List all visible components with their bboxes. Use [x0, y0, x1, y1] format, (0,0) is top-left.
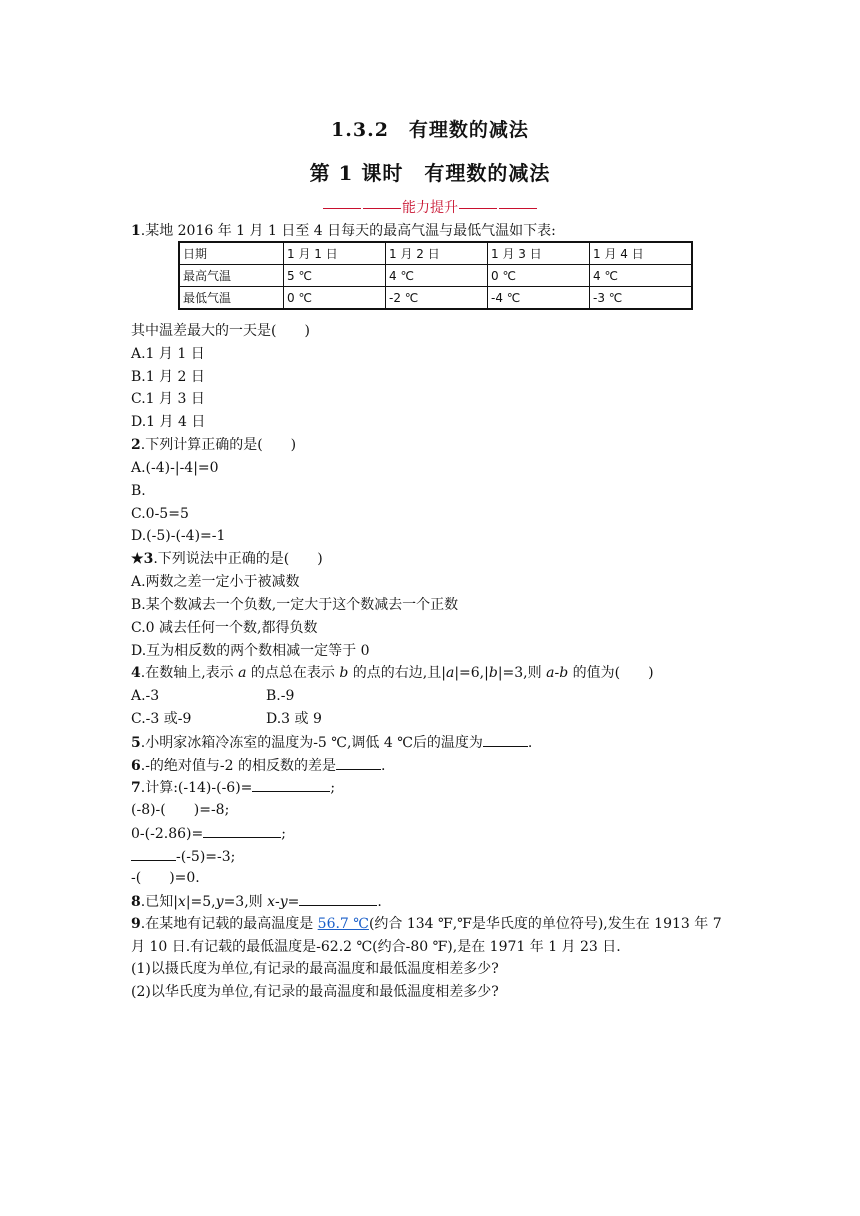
- question-7-line-4: [131, 847, 235, 866]
- question-text: -(-5)=-3;: [176, 849, 236, 865]
- question-9-line-2: 月 10 日.有记载的最低温度是-62.2 ℃(约合-80 ℉),是在 1971 年 1 月 23 日.: [131, 939, 621, 955]
- option-a: A.1 月 1 日: [131, 346, 205, 362]
- question-7: [131, 778, 335, 797]
- table-cell: 4 ℃: [386, 265, 488, 287]
- option-a: A.(-4)-|-4|=0: [131, 460, 219, 476]
- question-7-line-3: [131, 824, 286, 843]
- lesson-title: 1.3.2 有理数的减法: [331, 119, 529, 141]
- question-number: 1: [131, 223, 141, 239]
- question-8: [131, 892, 382, 911]
- variable-x: x: [267, 894, 276, 910]
- question-text: .下列计算正确的是( ): [140, 437, 297, 453]
- heading-rule-left-2: [363, 208, 401, 209]
- answer-blank[interactable]: [336, 756, 381, 770]
- table-row: [179, 287, 692, 310]
- question-2: [131, 436, 296, 454]
- question-7-line-2: (-8)-( )=-8;: [131, 802, 230, 818]
- variable-b: b: [488, 665, 498, 681]
- option-d: D.(-5)-(-4)=-1: [131, 528, 226, 544]
- variable-b: b: [559, 665, 569, 681]
- variable-a: a: [546, 665, 555, 681]
- question-6: [131, 756, 385, 775]
- lesson-subtitle: 第 1 课时 有理数的减法: [309, 161, 551, 185]
- variable-a: a: [238, 665, 247, 681]
- question-number: 2: [131, 437, 141, 453]
- question-text: .-的绝对值与-2 的相反数的差是: [140, 758, 337, 774]
- question-7-line-5: -( )=0.: [131, 870, 200, 886]
- table-cell: 1 月 2 日: [386, 242, 488, 265]
- question-text: ;: [281, 826, 286, 842]
- option-b: B.1 月 2 日: [131, 369, 205, 385]
- option-d: D.3 或 9: [266, 711, 322, 727]
- question-text: .小明家冰箱冷冻室的温度为-5 ℃,调低 4 ℃后的温度为: [140, 735, 483, 751]
- section-heading: [0, 197, 860, 217]
- temperature-table: [178, 241, 693, 310]
- question-stem: 其中温差最大的一天是( ): [131, 323, 310, 339]
- heading-rule-left: [323, 208, 361, 209]
- question-text: .: [381, 758, 386, 774]
- sub-question-1: (1)以摄氏度为单位,有记录的最高温度和最低温度相差多少?: [131, 961, 499, 977]
- option-a: A.-3: [131, 688, 160, 704]
- table-cell: 1 月 1 日: [284, 242, 386, 265]
- section-label: 能力提升: [402, 200, 458, 216]
- answer-blank[interactable]: [131, 847, 176, 861]
- option-a: A.两数之差一定小于被减数: [131, 574, 300, 590]
- table-cell: 0 ℃: [488, 265, 590, 287]
- question-text: .下列说法中正确的是( ): [153, 551, 323, 567]
- table-cell: 最高气温: [179, 265, 284, 287]
- question-4: [131, 664, 654, 682]
- question-text: |=3,则: [497, 665, 547, 681]
- option-c: C.0-5=5: [131, 506, 189, 522]
- question-text: .: [377, 894, 382, 910]
- table-header-row: [179, 242, 692, 265]
- question-text: .计算:(-14)-(-6)=: [140, 780, 253, 796]
- option-b: B.-9: [266, 688, 295, 704]
- question-number: 8: [131, 894, 141, 910]
- question-text: 的点总在表示: [246, 665, 340, 681]
- question-text: ;: [330, 780, 336, 796]
- question-text: 的值为( ): [568, 665, 654, 681]
- question-number: 6: [131, 758, 141, 774]
- temperature-link[interactable]: 56.7 ℃: [317, 916, 369, 932]
- table-cell: 0 ℃: [284, 287, 386, 310]
- star-icon: ★: [131, 551, 144, 567]
- answer-blank[interactable]: [483, 733, 528, 747]
- question-text: |=5,: [185, 894, 216, 910]
- question-number: 3: [143, 551, 154, 567]
- question-text: -: [554, 665, 560, 681]
- question-3: [131, 550, 323, 568]
- table-cell: -4 ℃: [488, 287, 590, 310]
- table-cell: -2 ℃: [386, 287, 488, 310]
- question-5: [131, 733, 532, 752]
- answer-blank[interactable]: [203, 824, 281, 838]
- table-cell: 1 月 4 日: [590, 242, 693, 265]
- question-text: =3,则: [223, 894, 268, 910]
- question-text: 0-(-2.86)=: [131, 826, 204, 842]
- table-cell: 5 ℃: [284, 265, 386, 287]
- table-cell: -3 ℃: [590, 287, 693, 310]
- question-1: [131, 222, 556, 240]
- table-cell: 日期: [179, 242, 284, 265]
- variable-y: y: [279, 894, 288, 910]
- option-d: D.1 月 4 日: [131, 414, 206, 430]
- question-text: .在数轴上,表示: [140, 665, 239, 681]
- table-cell: 1 月 3 日: [488, 242, 590, 265]
- option-c: C.0 减去任何一个数,都得负数: [131, 620, 318, 636]
- question-text: =: [287, 894, 300, 910]
- table-cell: 4 ℃: [590, 265, 693, 287]
- option-b: B.某个数减去一个负数,一定大于这个数减去一个正数: [131, 597, 459, 613]
- heading-rule-right: [459, 208, 497, 209]
- question-text: .在某地有记载的最高温度是: [140, 916, 318, 932]
- variable-b: b: [339, 665, 349, 681]
- variable-y: y: [215, 894, 224, 910]
- question-number: 7: [131, 780, 141, 796]
- question-text: -: [275, 894, 280, 910]
- question-text: .某地 2016 年 1 月 1 日至 4 日每天的最高气温与最低气温如下表:: [140, 223, 556, 239]
- variable-a: a: [445, 665, 455, 681]
- answer-blank[interactable]: [252, 778, 330, 792]
- question-number: 5: [131, 735, 141, 751]
- question-text: .: [527, 735, 533, 751]
- question-text: |=6,|: [454, 665, 489, 681]
- question-text: .已知|: [140, 894, 178, 910]
- variable-x: x: [177, 894, 186, 910]
- question-text: 的点的右边,且|: [348, 665, 446, 681]
- heading-rule-right-2: [499, 208, 537, 209]
- sub-question-2: (2)以华氏度为单位,有记录的最高温度和最低温度相差多少?: [131, 984, 499, 1000]
- option-c: C.1 月 3 日: [131, 391, 205, 407]
- question-number: 4: [131, 665, 141, 681]
- question-9: [131, 915, 722, 933]
- option-c: C.-3 或-9: [131, 711, 192, 727]
- question-number: 9: [131, 916, 141, 932]
- question-text: (约合 134 ℉,℉是华氏度的单位符号),发生在 1913 年 7: [368, 916, 722, 932]
- option-d: D.互为相反数的两个数相减一定等于 0: [131, 643, 370, 659]
- table-cell: 最低气温: [179, 287, 284, 310]
- table-row: [179, 265, 692, 287]
- option-b: B.: [131, 483, 146, 499]
- answer-blank[interactable]: [299, 892, 377, 906]
